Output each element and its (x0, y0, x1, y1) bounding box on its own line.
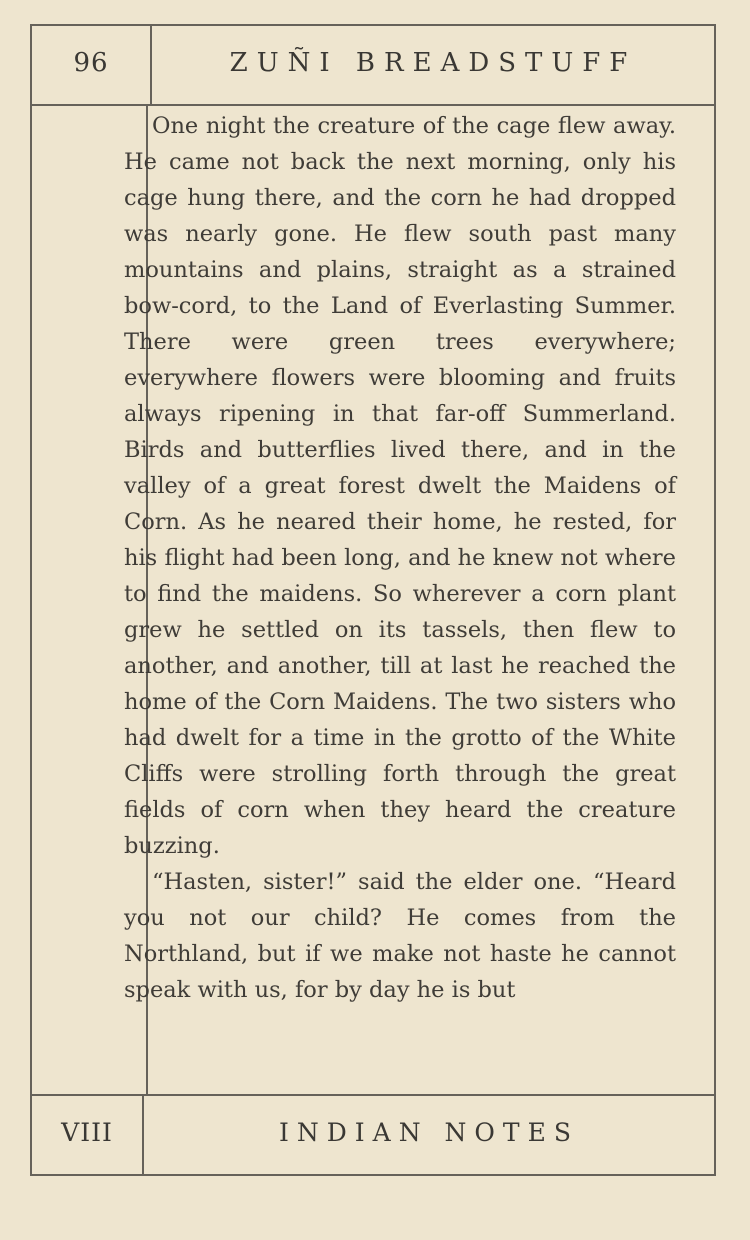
paragraph: One night the creature of the cage flew away. He came not back the next morning, only his cage hung there, and the corn he had dropped was nearly gone. He flew south past many mountains and plains, straight as a strained bow-cord, to the Land of Everlasting Summer. There were green trees everywhere; everywhere flowers were blooming and fruits always ripening in that far-off Summerland. Birds and butterflies lived there, and in the valley of a great forest dwelt the Maidens of Corn. As he neared their home, he rested, for his flight had been long, and he knew not where to find the maidens. So wherever a corn plant grew he settled on its tassels, then flew to another, and another, till at last he reached the home of the Corn Maidens. The two sisters who had dwelt for a time in the grotto of the White Cliffs were strolling forth through the great fields of corn when they heard the creature buzzing. (124, 113, 676, 859)
header-divider (32, 104, 714, 106)
footer-divider (32, 1094, 714, 1096)
paragraph: “Hasten, sister!” said the elder one. “Heard you not our child? He comes from the Northland, but if we make not haste he cannot speak with us, for by day he is but (124, 869, 676, 1003)
page-number: 96 (73, 48, 109, 78)
running-title: ZUÑI BREADSTUFF (229, 48, 637, 78)
footer-title: INDIAN NOTES (279, 1118, 579, 1147)
body-text (124, 108, 676, 1008)
footer-volume: VIII (61, 1118, 113, 1147)
